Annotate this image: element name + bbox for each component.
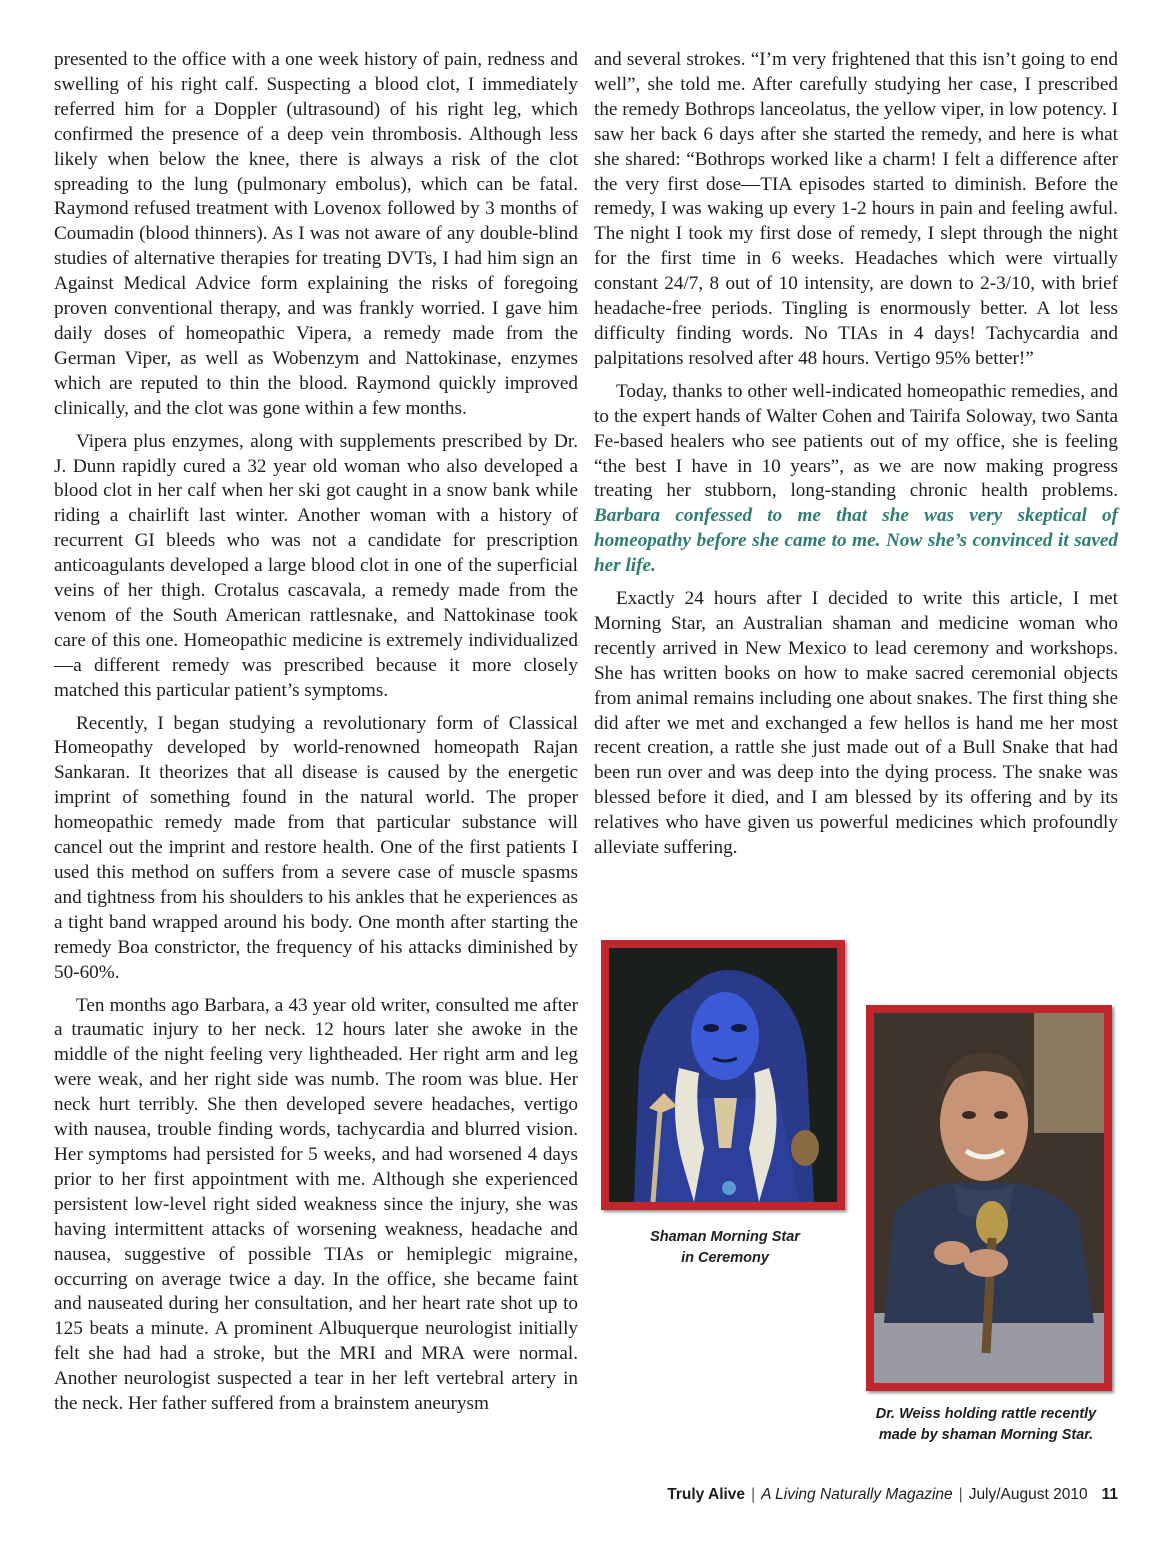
body-paragraph: Ten months ago Barbara, a 43 year old writer, consulted me after a traumatic injury to her neck. 12 hours later she awoke in the middle of the night feeling very lightheaded. Her right arm and leg were weak, and her right side was numb. The room was blue. Her neck hurt terribly. She then developed severe headaches, vertigo with nausea, trouble finding words, tachycardia and blurred vision. Her symptoms had persisted for 5 weeks, and had worsened 4 days prior to her first appointment with me. Although she experienced persistent low-level right sided weakness since the injury, she was having intermittent attacks of worsening weakness, headache and nausea, suggestive of possible TIAs or hemiplegic migraine, occurring on average twice a day. In the office, she became faint and nauseated during her consultation, and her heart rate shot up to 125 beats a minute. A prominent Albuquerque neurologist initially felt she had had a stroke, but the MRI and MRA were normal. Another neurologist suspected a tear in her left vertebral artery in the neck. Her father suffered from a brainstem aneurysm (54, 994, 578, 1415)
caption-line: in Ceremony (681, 1250, 769, 1266)
body-paragraph: Vipera plus enzymes, along with supplements prescribed by Dr. J. Dunn rapidly cured a 32 year old woman who also developed a blood clot in her calf when her ski got caught in a snow bank while riding a chairlift last winter. Another woman with a history of recurrent GI bleeds who was not a candidate for prescription anticoagulants developed a large blood clot in one of the superficial veins of her thigh. Crotalus cascavala, a remedy made from the venom of the South American rattlesnake, and Nattokinase took care of this one. Homeopathic medicine is extremely individualized—a different remedy was prescribed because it more closely matched this particular patient’s symptoms. (54, 430, 578, 701)
highlighted-quote: Barbara confessed to me that she was very skeptical of homeopathy before she came to me. Now she’s convinced it saved her life. (594, 505, 1118, 577)
caption-shaman (620, 1227, 830, 1269)
weiss-photo-image (874, 1013, 1104, 1383)
body-paragraph: and several strokes. “I’m very frightened that this isn’t going to end well”, she told me. After carefully studying her case, I prescribed the remedy Bothrops lanceolatus, the yellow viper, in low potency. I saw her back 6 days after she started the remedy, and here is what she shared: “Bothrops worked like a charm! I felt a difference after the very first dose—TIA episodes started to diminish. Before the remedy, I was waking up every 1-2 hours in pain and feeling awful. The night I took my first dose of remedy, I slept through the night for the first time in 6 weeks. Headaches which were virtually constant 24/7, 8 out of 10 intensity, are down to 2-3/10, with brief headache-free periods. Tingling is enormously better. A lot less difficulty finding words. No TIAs in 4 days! Tachycardia and palpitations resolved after 48 hours. Vertigo 95% better!” (594, 49, 1118, 369)
body-paragraph: Recently, I began studying a revolutionary form of Classical Homeopathy developed by world-renowned homeopath Rajan Sankaran. It theorizes that all disease is caused by the energetic imprint of something found in the natural world. The proper homeopathic remedy made from that particular substance will cancel out the imprint and restore health. One of the first patients I used this method on suffers from a severe case of muscle spasms and tightness from his shoulders to his ankles that he experiences as a tight band wrapped around his body. One month after starting the remedy Boa constrictor, the frequency of his attacks diminished by 50-60%. (54, 712, 578, 983)
caption-line: Dr. Weiss holding rattle recently (875, 1406, 1097, 1422)
photo-dr-weiss (866, 1005, 1112, 1391)
right-column (594, 48, 1118, 869)
body-paragraph (594, 380, 1118, 579)
photo-shaman-morning-star (601, 940, 845, 1210)
issue-date: July/August 2010 (968, 1486, 1088, 1503)
caption-dr-weiss (858, 1404, 1114, 1446)
body-paragraph: presented to the office with a one week history of pain, redness and swelling of his right calf. Suspecting a blood clot, I immediately referred him for a Doppler (ultrasound) of his right leg, which confirmed the presence of a deep vein thrombosis. Although less likely when below the knee, there is always a risk of the clot spreading to the lung (pulmonary embolus), which can be fatal. Raymond refused treatment with Lovenox followed by 3 months of Coumadin (blood thinners). As I was not aware of any double-blind studies of alternative therapies for treating DVTs, I had him sign an Against Medical Advice form explaining the risks of foregoing proven conventional therapy, and was frankly worried. I gave him daily doses of homeopathic Vipera, a remedy made from the German Viper, as well as Wobenzym and Nattokinase, enzymes which are reputed to thin the blood. Raymond quickly improved clinically, and the clot was gone within a few months. (54, 49, 578, 419)
magazine-name: Truly Alive (667, 1486, 746, 1503)
caption-line: Shaman Morning Star (650, 1229, 800, 1245)
footer-separator: | (751, 1486, 756, 1503)
footer-separator: | (958, 1486, 963, 1503)
body-text: Today, thanks to other well-indicated homeopathic remedies, and to the expert hands of Walter Cohen and Tairifa Soloway, two Santa Fe-based healers who see patients out of my office, she is feeling “the best I have in 10 years”, as we are now making progress treating her stubborn, long-standing chronic health problems. (594, 380, 1118, 502)
left-column (54, 48, 578, 1425)
body-paragraph: Exactly 24 hours after I decided to write this article, I met Morning Star, an Australian shaman and medicine woman who recently arrived in New Mexico to lead ceremony and workshops. She has written books on how to make sacred ceremonial objects from animal remains including one about snakes. The first thing she did after we met and exchanged a few hellos is hand me her most recent creation, a rattle she just made out of a Bull Snake that had been run over and was deep into the dying process. The snake was blessed before it died, and I am blessed by its offering and by its relatives who have given us powerful medicines which profoundly alleviate suffering. (594, 588, 1118, 859)
page-number: 11 (1101, 1486, 1118, 1503)
page-footer (667, 1486, 1118, 1504)
caption-line: made by shaman Morning Star. (878, 1427, 1094, 1443)
magazine-tagline: A Living Naturally Magazine (761, 1486, 953, 1503)
shaman-photo-image (609, 948, 837, 1202)
